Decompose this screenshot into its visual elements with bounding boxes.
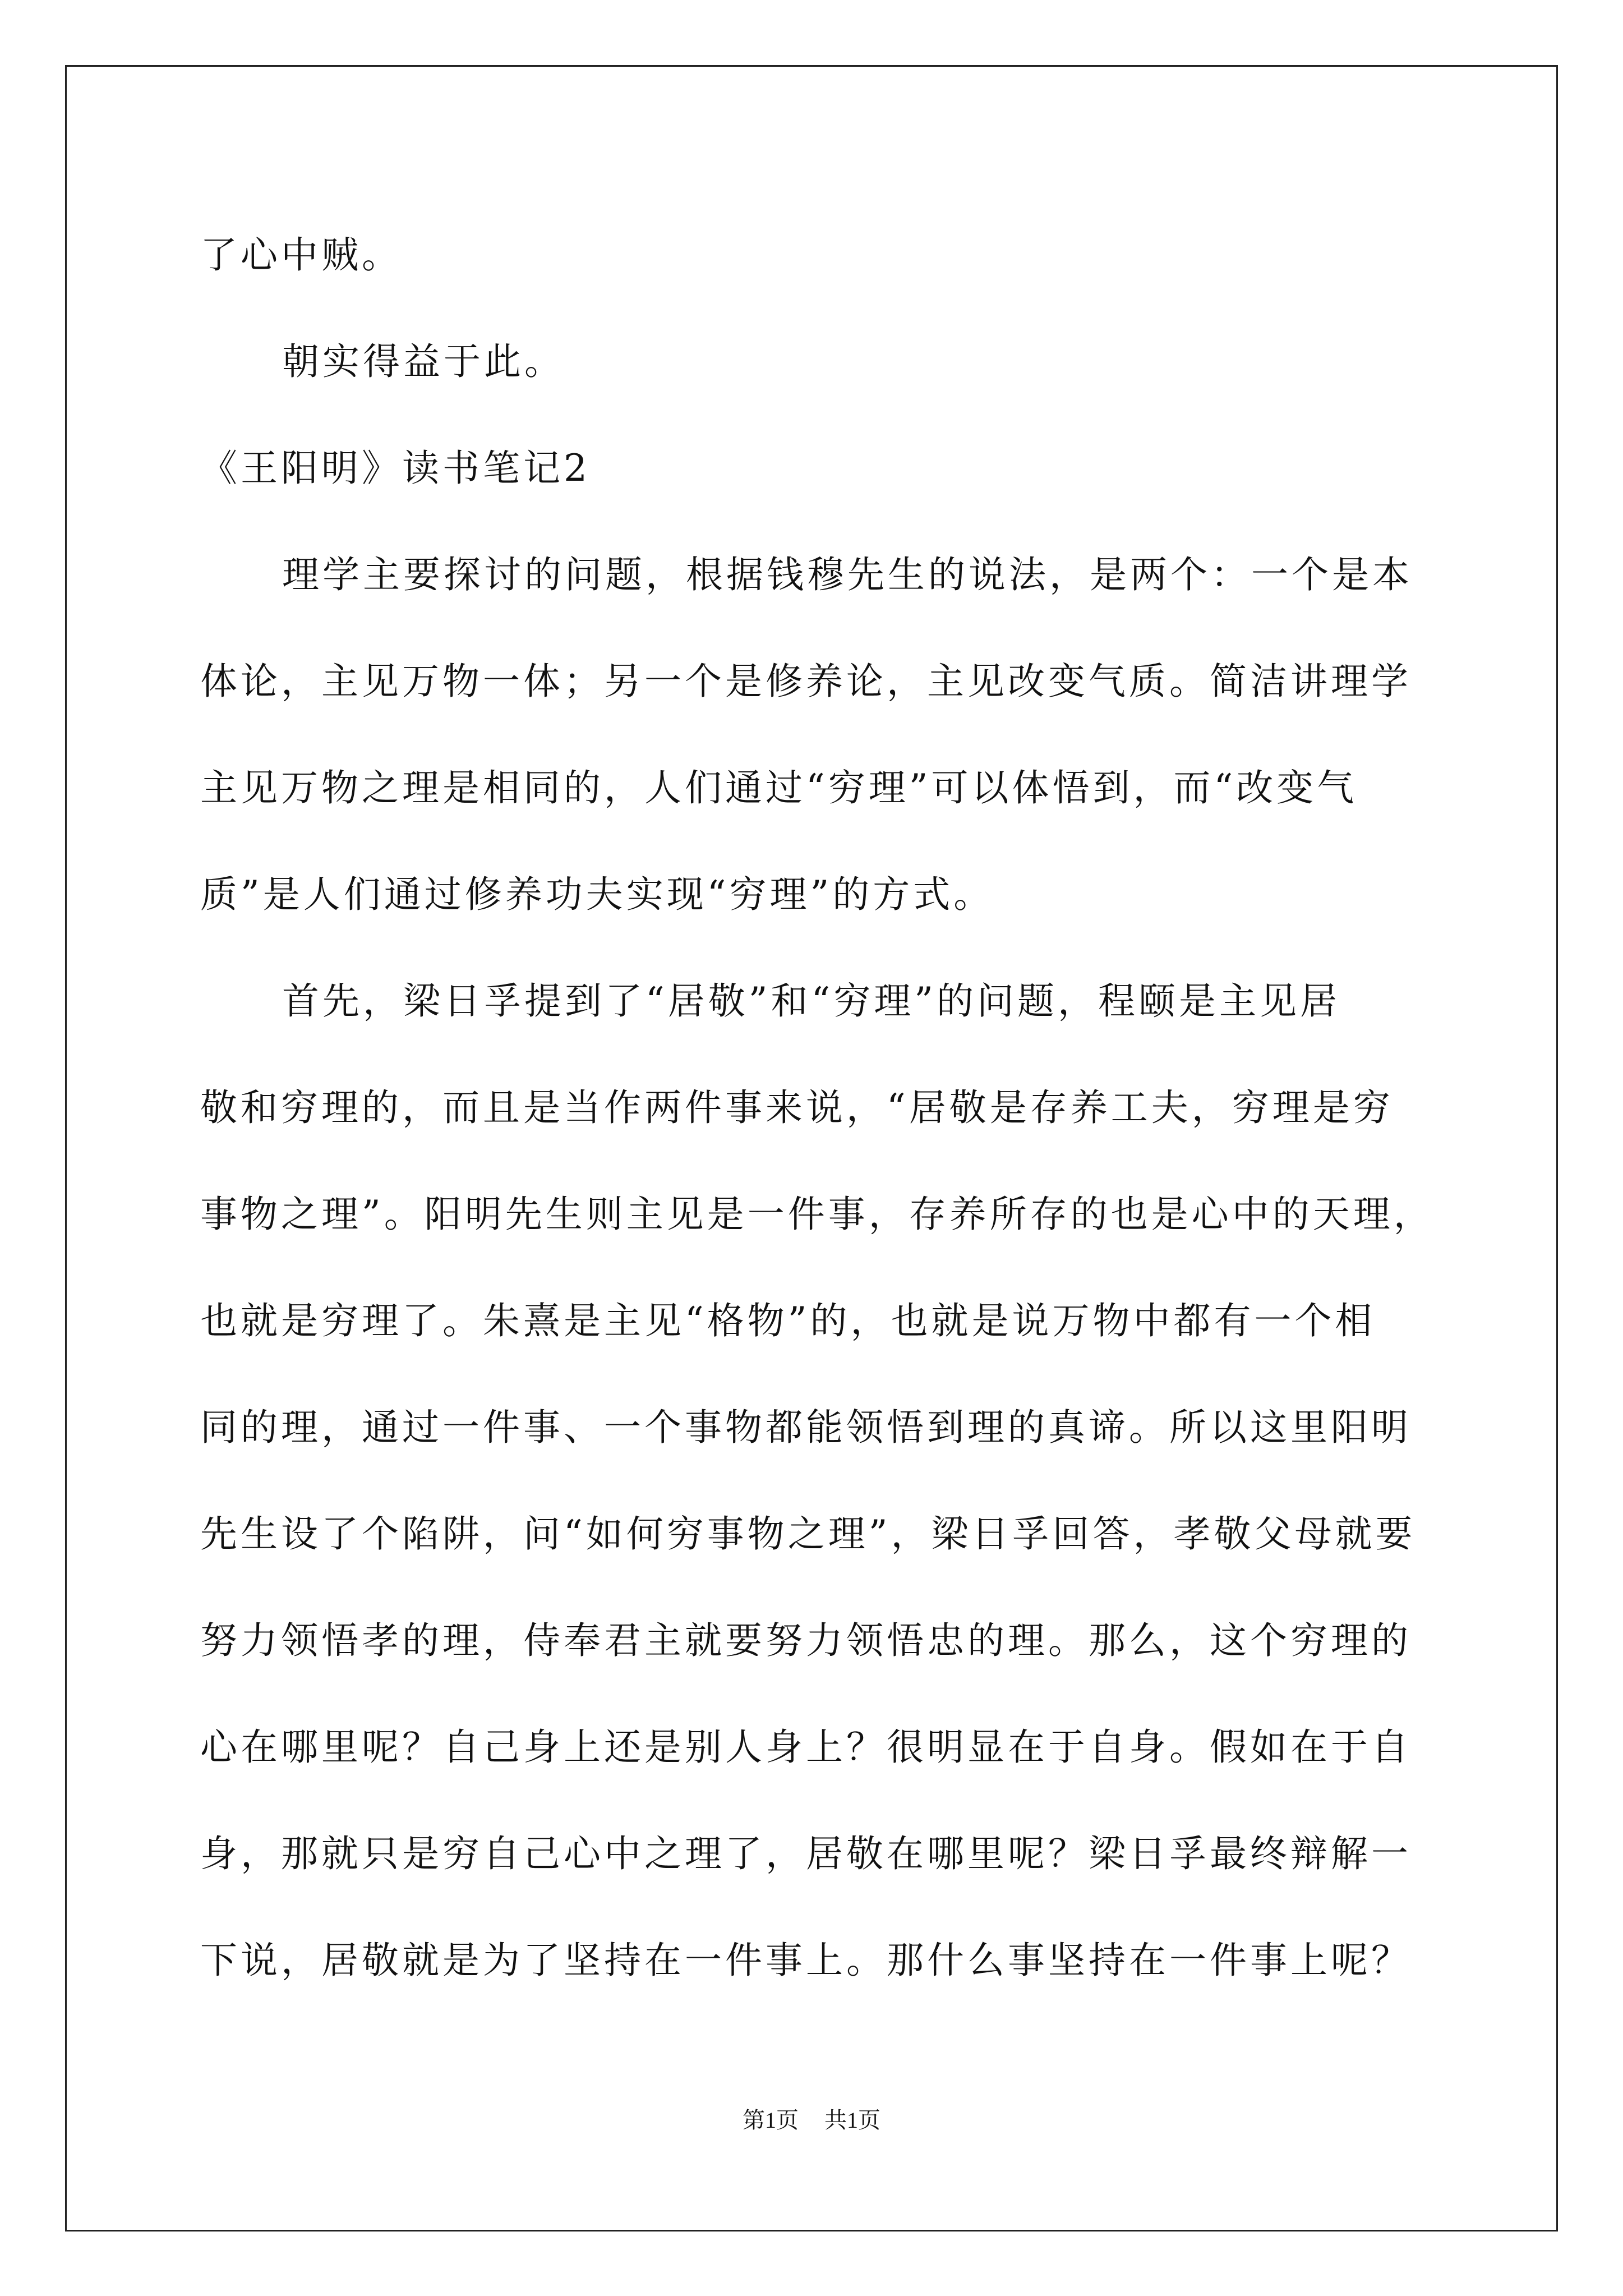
text-line: 首先，梁日孚提到了“居敬”和“穷理”的问题，程颐是主见居: [282, 979, 1340, 1023]
text-line: 努力领悟孝的理，侍奉君主就要努力领悟忠的理。那么，这个穷理的: [200, 1619, 1412, 1662]
text-line: 理学主要探讨的问题，根据钱穆先生的说法，是两个：一个是本: [282, 553, 1413, 596]
document-body: [200, 202, 1434, 2014]
text-line: 主见万物之理是相同的，人们通过“穷理”可以体悟到，而“改变气: [200, 766, 1358, 809]
text-line: 同的理，通过一件事、一个事物都能领悟到理的真谛。所以这里阳明: [200, 1406, 1412, 1449]
text-line: 朝实得益于此。: [282, 340, 565, 383]
page-number-current: 第1页: [743, 2108, 799, 2133]
text-line: 也就是穷理了。朱熹是主见“格物”的，也就是说万物中都有一个相: [200, 1299, 1376, 1342]
text-line: 下说，居敬就是为了坚持在一件事上。那什么事坚持在一件事上呢？: [200, 1939, 1412, 1982]
page-footer: [0, 2104, 1623, 2137]
section-heading: 《王阳明》读书笔记2: [200, 447, 591, 490]
text-line: 质”是人们通过修养功夫实现“穷理”的方式。: [200, 873, 994, 916]
text-line: 事物之理”。阳明先生则主见是一件事，存养所存的也是心中的天理，: [200, 1193, 1434, 1236]
text-line: 了心中贼。: [200, 233, 402, 277]
text-line: 体论，主见万物一体；另一个是修养论，主见改变气质。简洁讲理学: [200, 660, 1412, 703]
text-line: 心在哪里呢？自己身上还是别人身上？很明显在于自身。假如在于自: [200, 1726, 1412, 1769]
text-line: 身，那就只是穷自己心中之理了，居敬在哪里呢？梁日孚最终辩解一: [200, 1832, 1412, 1875]
text-line: 敬和穷理的，而且是当作两件事来说，“居敬是存养工夫，穷理是穷: [200, 1086, 1394, 1129]
page-number-total: 共1页: [824, 2108, 880, 2133]
text-line: 先生设了个陷阱，问“如何穷事物之理”，梁日孚回答，孝敬父母就要: [200, 1512, 1416, 1556]
